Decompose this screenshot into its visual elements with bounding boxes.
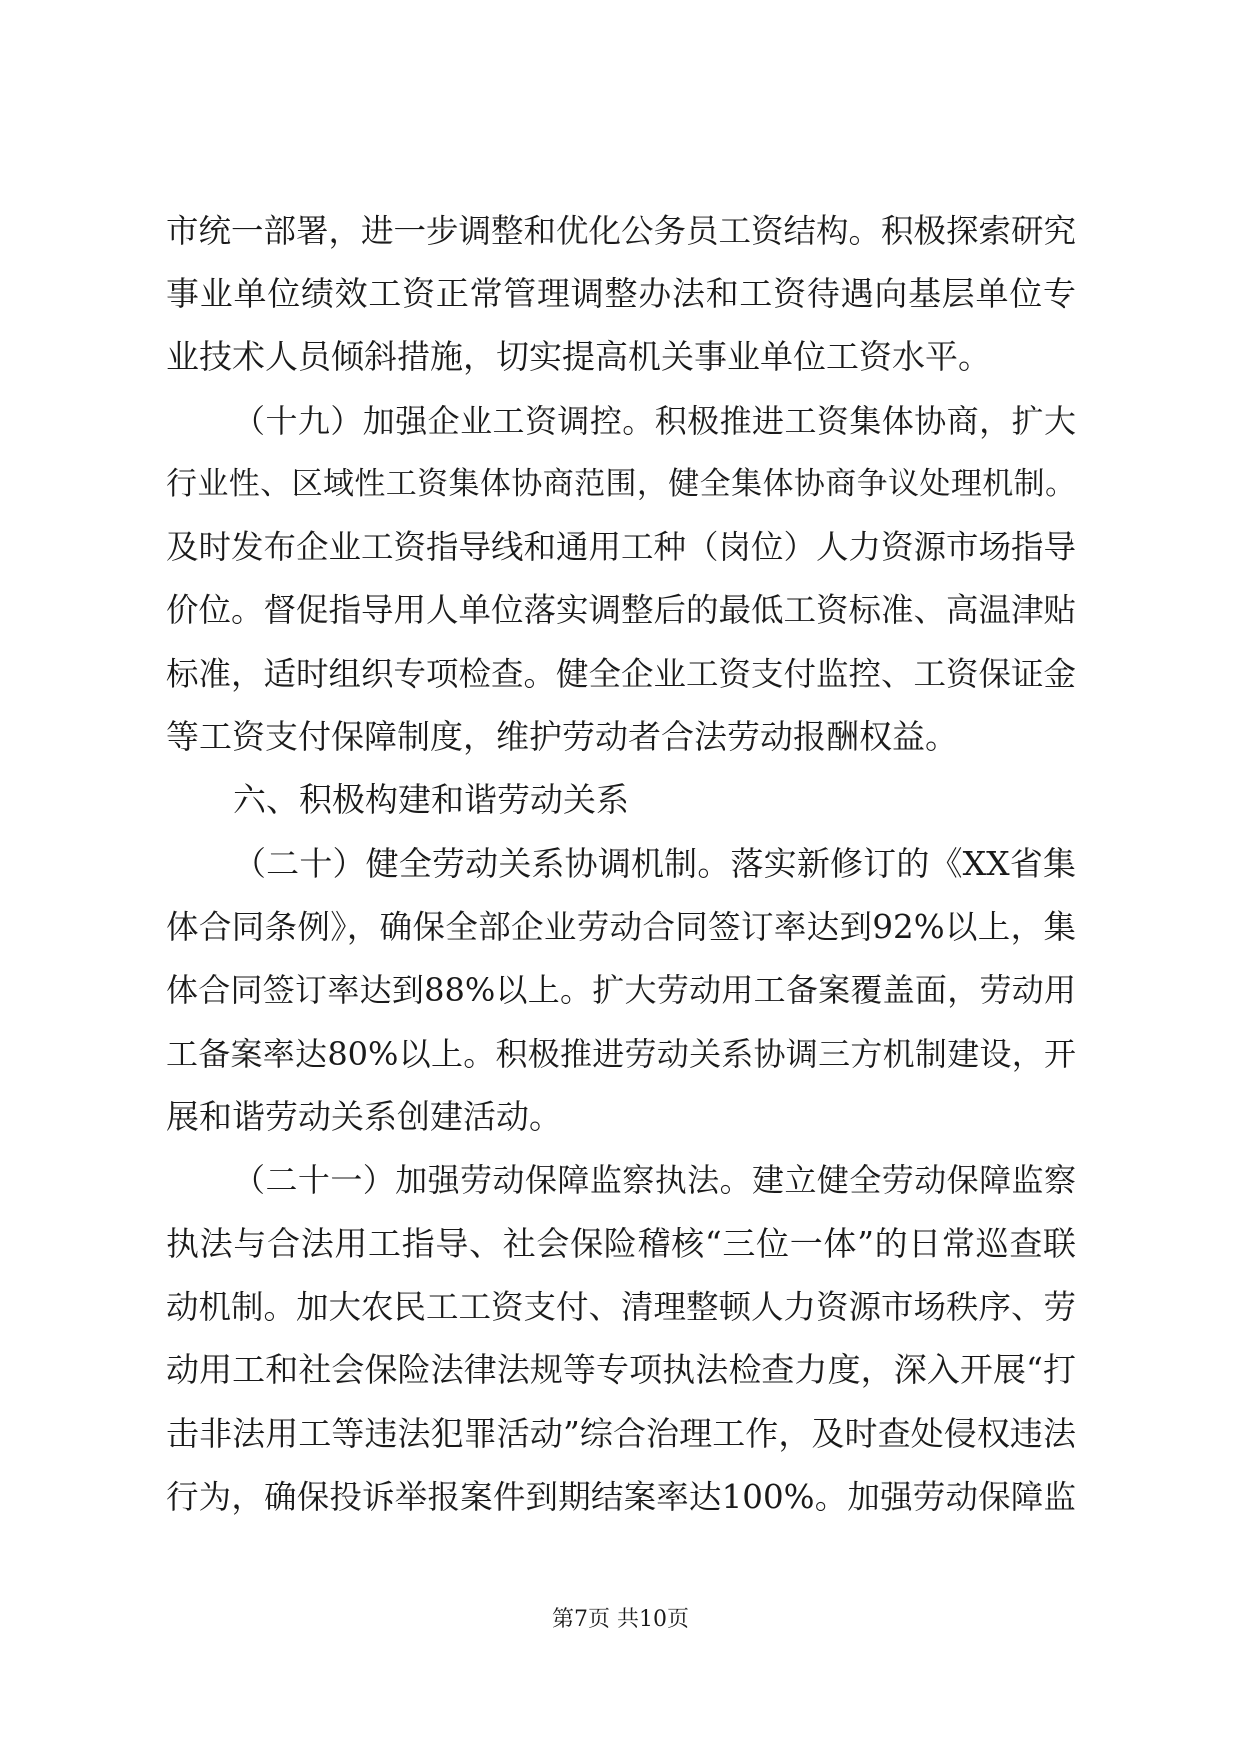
text-line: 展和谐劳动关系创建活动。 bbox=[166, 1097, 562, 1136]
text-line: 体合同签订率达到88%以上。扩大劳动用工备案覆盖面，劳动用 bbox=[166, 971, 1076, 1009]
text-line: 事业单位绩效工资正常管理调整办法和工资待遇向基层单位专 bbox=[166, 274, 1076, 313]
text-line: 价位。督促指导用人单位落实调整后的最低工资标准、高温津贴 bbox=[166, 591, 1077, 629]
section-heading: 六、积极构建和谐劳动关系 bbox=[233, 780, 629, 819]
text-line: 动用工和社会保险法律法规等专项执法检查力度，深入开展“打 bbox=[166, 1350, 1076, 1389]
page-number-footer: 第7页 共10页 bbox=[552, 1607, 689, 1632]
text-line: 等工资支付保障制度，维护劳动者合法劳动报酬权益。 bbox=[166, 717, 958, 756]
text-line: 工备案率达80%以上。积极推进劳动关系协调三方机制建设，开 bbox=[166, 1035, 1076, 1073]
text-line: 市统一部署，进一步调整和优化公务员工资结构。积极探索研究 bbox=[166, 212, 1077, 250]
text-line: 动机制。加大农民工工资支付、清理整顿人力资源市场秩序、劳 bbox=[166, 1288, 1077, 1326]
text-line: 业技术人员倾斜措施，切实提高机关事业单位工资水平。 bbox=[166, 337, 991, 376]
text-line: 标准，适时组织专项检查。健全企业工资支付监控、工资保证金 bbox=[166, 655, 1077, 693]
text-line: 及时发布企业工资指导线和通用工种（岗位）人力资源市场指导 bbox=[166, 528, 1077, 566]
text-line: 行为，确保投诉举报案件到期结案率达100%。加强劳动保障监 bbox=[166, 1478, 1076, 1516]
paragraph-first-line: （十九）加强企业工资调控。积极推进工资集体协商，扩大 bbox=[233, 402, 1076, 440]
text-line: 体合同条例》，确保全部企业劳动合同签订率达到92%以上，集 bbox=[166, 908, 1076, 946]
paragraph-first-line: （二十一）加强劳动保障监察执法。建立健全劳动保障监察 bbox=[233, 1161, 1076, 1199]
text-line: 击非法用工等违法犯罪活动”综合治理工作，及时查处侵权违法 bbox=[166, 1414, 1076, 1453]
text-line: 执法与合法用工指导、社会保险稽核“三位一体”的日常巡查联 bbox=[166, 1224, 1076, 1263]
text-line: 行业性、区域性工资集体协商范围，健全集体协商争议处理机制。 bbox=[166, 466, 1076, 502]
paragraph-first-line: （二十）健全劳动关系协调机制。落实新修订的《XX省集 bbox=[233, 844, 1076, 883]
